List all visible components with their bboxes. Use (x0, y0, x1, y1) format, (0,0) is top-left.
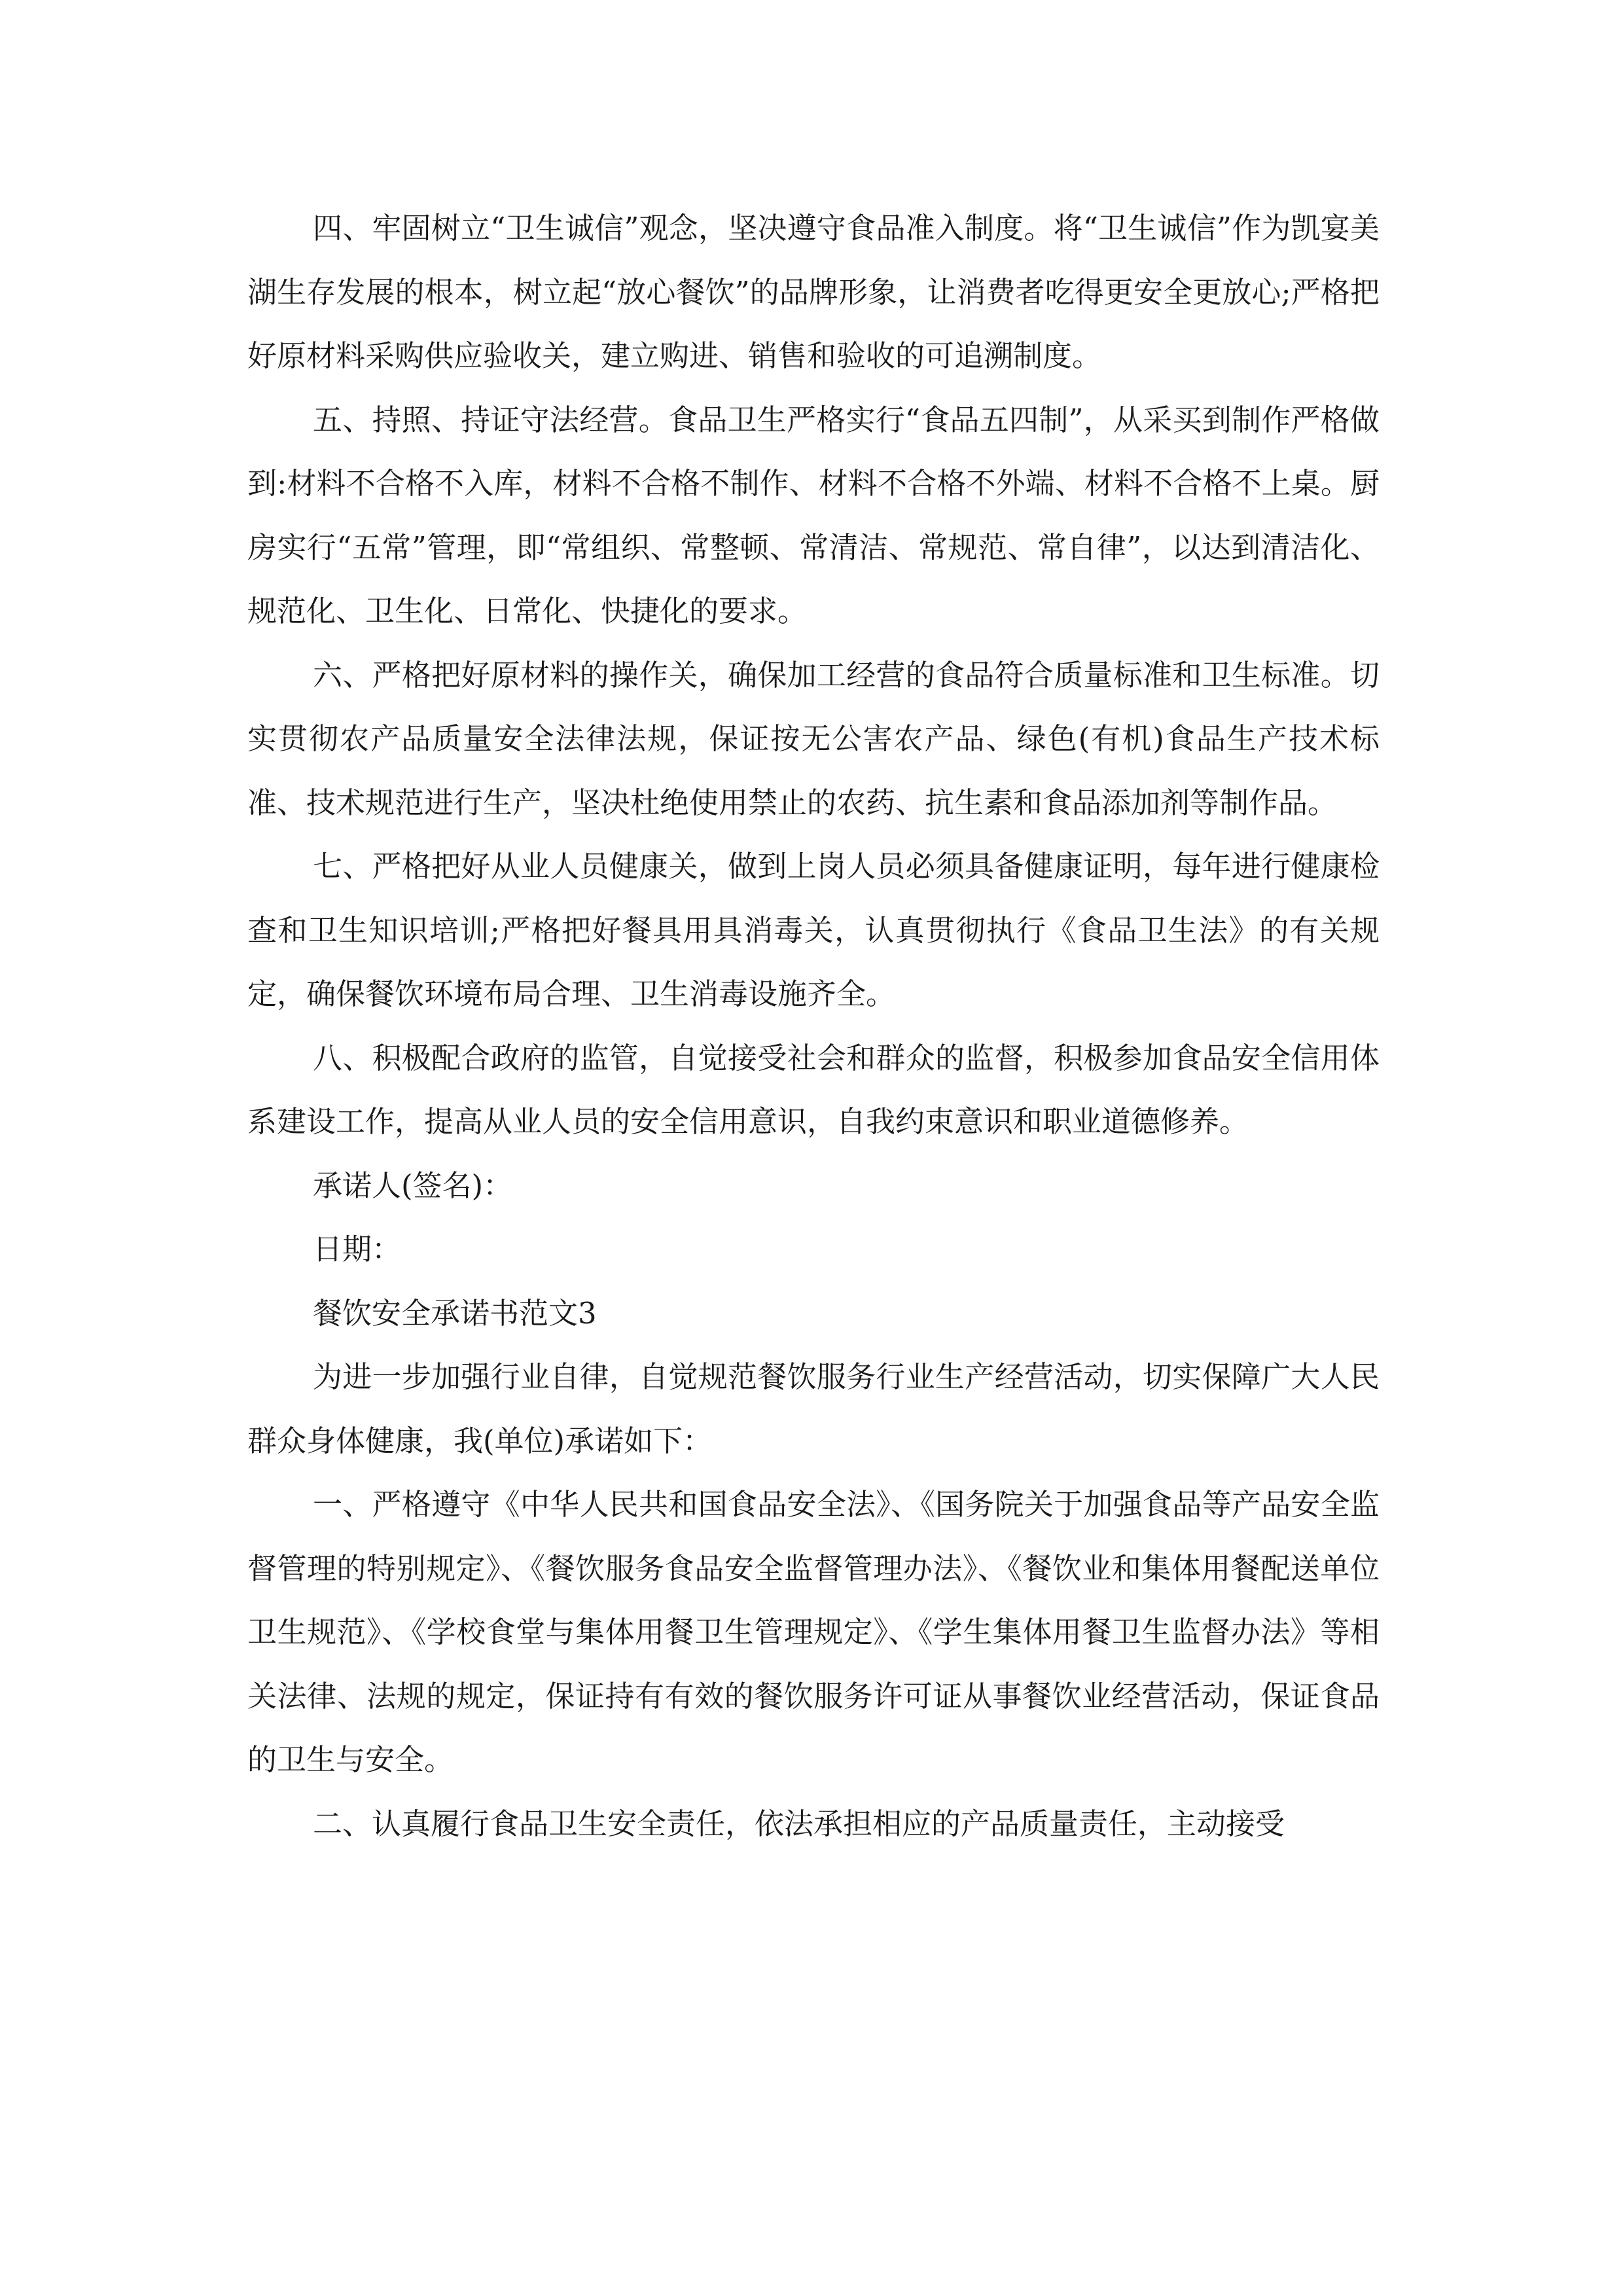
paragraph-seven: 七、严格把好从业人员健康关，做到上岗人员必须具备健康证明，每年进行健康检查和卫生知识培训;严格把好餐具用具消毒关，认真贯彻执行《食品卫生法》的有关规定，确保餐饮环境布局合理、卫生消毒设施齐全。 (247, 849, 1380, 1011)
date-line: 日期： (313, 1232, 402, 1266)
paragraph-five: 五、持照、持证守法经营。食品卫生严格实行“食品五四制”，从采买到制作严格做到:材料不合格不入库，材料不合格不制作、材料不合格不外端、材料不合格不上桌。厨房实行“五常”管理，即“常组织、常整顿、常清洁、常规范、常自律”，以达到清洁化、规范化、卫生化、日常化、快捷化的要求。 (247, 402, 1380, 628)
paragraph-two: 二、认真履行食品卫生安全责任，依法承担相应的产品质量责任，主动接受 (313, 1806, 1285, 1841)
document-body (247, 196, 1380, 1856)
paragraph-four: 四、牢固树立“卫生诚信”观念，坚决遵守食品准入制度。将“卫生诚信”作为凯宴美湖生存发展的根本，树立起“放心餐饮”的品牌形象，让消费者吃得更安全更放心;严格把好原材料采购供应验收关，建立购进、销售和验收的可追溯制度。 (247, 211, 1380, 373)
section-heading: 餐饮安全承诺书范文3 (313, 1295, 597, 1331)
signatory-line: 承诺人(签名)： (313, 1168, 513, 1203)
intro-paragraph: 为进一步加强行业自律，自觉规范餐饮服务行业生产经营活动，切实保障广大人民群众身体健康，我(单位)承诺如下： (247, 1359, 1380, 1458)
paragraph-six: 六、严格把好原材料的操作关，确保加工经营的食品符合质量标准和卫生标准。切实贯彻农产品质量安全法律法规，保证按无公害农产品、绿色(有机)食品生产技术标准、技术规范进行生产，坚决杜绝使用禁止的农药、抗生素和食品添加剂等制作品。 (247, 657, 1380, 820)
paragraph-eight: 八、积极配合政府的监管，自觉接受社会和群众的监督，积极参加食品安全信用体系建设工作，提高从业人员的安全信用意识，自我约束意识和职业道德修养。 (247, 1040, 1380, 1139)
paragraph-one: 一、严格遵守《中华人民共和国食品安全法》、《国务院关于加强食品等产品安全监督管理的特别规定》、《餐饮服务食品安全监督管理办法》、《餐饮业和集体用餐配送单位卫生规范》、《学校食堂与集体用餐卫生管理规定》、《学生集体用餐卫生监督办法》等相关法律、法规的规定，保证持有有效的餐饮服务许可证从事餐饮业经营活动，保证食品的卫生与安全。 (247, 1487, 1380, 1777)
